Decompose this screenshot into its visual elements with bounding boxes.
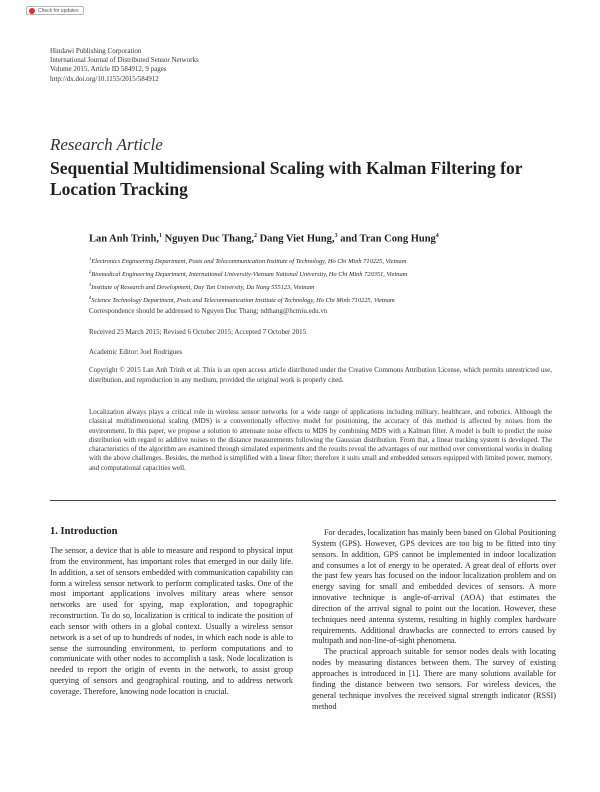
left-column: [50, 546, 293, 698]
affiliation: $^4$Science Technology Department, Posts and Telecommunication Institute of Technology, Ho Chi Minh 710225, Vietnam: [89, 295, 395, 305]
body-paragraph: The sensor, a device that is able to measure and respond to physical input from the environment, has important roles that emerged in our daily life. In addition, a set of sensors embedded with communication capability can form a wireless sensor network to perform complicated tasks. One of the most important applications involves military areas where sensor networks are used for spying, map exploration, and topographic reconstruction. To do so, localization is critical to indicate the position of each sensor with others in a global context. Usually a wireless sensor network is a set of up to hundreds of nodes, in which each node is able to sense the surrounding environment, to perform computations and to communicate with other nodes to accomplish a task. Node localization is needed to report the origin of events in the network, to assist group querying of sensors and geographical routing, and to address network coverage. Therefore, knowing node location is crucial.: [50, 546, 293, 696]
received-dates: Received 25 March 2015; Revised 6 October 2015; Accepted 7 October 2015: [89, 328, 307, 336]
update-icon: [29, 8, 35, 14]
author-list: [89, 233, 439, 245]
author-affiliation-mark: 2: [253, 233, 257, 239]
author-name: and Tran Cong Hung: [340, 233, 436, 245]
author-name: Lan Anh Trinh,: [89, 233, 159, 245]
section-heading: 1. Introduction: [50, 526, 118, 537]
body-paragraph: For decades, localization has mainly been based on Global Positioning System (GPS). However, GPS devices are too big to be fitted into tiny sensors. In addition, GPS cannot be implemented in indoor localization and consumes a lot of energy to be operated. A great deal of efforts over the past few years has focused on the indoor localization problem and on energy saving for small and embedded devices of sensors. A more innovative technique is angle-of-arrival (AOA) that estimates the direction of the arrival signal to point out the location. However, these techniques need antenna systems, resulting in highly complex hardware requirements. Additional drawbacks are connected to errors caused by multipath and non-line-of-sight phenomena.: [312, 528, 556, 646]
section-divider: [50, 500, 556, 501]
abstract: Localization always plays a critical role in wireless sensor networks for a wide range of applications including military, healthcare, and robotics. Although the classical multidimensional scaling (MDS) is a conventionally effective model for positioning, the accuracy of this method is affected by noises from the environment. In this paper, we propose a solution to attenuate noise effects to MDS by combining MDS with a Kalman filter. A model is built to predict the noise distribution with regard to additive noises to the distance measurements following the Gaussian distribution. From that, a linear tracking system is developed. The characteristics of the algorithm are examined through simulated experiments and the results reveal the advantages of our method over conventional works in dealing with the above challenges. Besides, the method is simplified with a linear filter; therefore it suits small and embedded sensors equipped with limited power, memory, and computational capacities well.: [89, 408, 552, 472]
doi-link[interactable]: http://dx.doi.org/10.1155/2015/584912: [50, 74, 159, 83]
right-column: [312, 528, 556, 712]
body-paragraph: The practical approach suitable for sensor nodes deals with locating nodes by measuring distances between them. The survey of existing approaches is introduced in [1]. There are many solutions available for finding the distance between two sensors. For wireless devices, the general technique involves the received signal strength indicator (RSSI) method: [312, 647, 556, 711]
affiliation-list: [89, 254, 407, 307]
affiliation: $^2$Biomedical Engineering Department, International University-Vietnam National University, Ho Chi Minh 720351, Vietnam: [89, 269, 408, 279]
correspondence: Correspondence should be addressed to Nguyen Duc Thang; ndthang@hcmiu.edu.vn: [89, 307, 328, 315]
publisher: Hindawi Publishing Corporation: [50, 47, 142, 55]
author-affiliation-mark: 3: [334, 233, 338, 239]
copyright-notice: Copyright © 2015 Lan Anh Trinh et al. This is an open access article distributed under the Creative Commons Attribution License, which permits unrestricted use, distribution, and reproduction in any medium, provided the original work is properly cited.: [89, 366, 552, 384]
volume-info: Volume 2015, Article ID 584912, 9 pages: [50, 65, 167, 74]
author-name: Nguyen Duc Thang,: [164, 233, 254, 245]
affiliation: $^1$Electronics Engineering Department, Posts and Telecommunication Institute of Technology, Ho Chi Minh 710225, Vietnam: [89, 256, 407, 266]
journal-info: [50, 47, 199, 84]
journal-name: International Journal of Distributed Sensor Networks: [50, 56, 199, 65]
article-type: Research Article: [50, 135, 163, 154]
paper-title: Sequential Multidimensional Scaling with Kalman Filtering for Location Tracking: [50, 158, 523, 199]
author-affiliation-mark: 4: [435, 233, 439, 239]
badge-label: Check for updates: [38, 7, 79, 14]
author-name: Dang Viet Hung,: [259, 233, 335, 245]
academic-editor: Academic Editor: Joel Rodrigues: [89, 348, 183, 356]
author-affiliation-mark: 1: [158, 233, 162, 239]
check-for-updates-badge[interactable]: [26, 6, 84, 15]
affiliation: $^3$Institute of Research and Development, Duy Tan University, Da Nang 555123, Vietnam: [89, 282, 315, 292]
